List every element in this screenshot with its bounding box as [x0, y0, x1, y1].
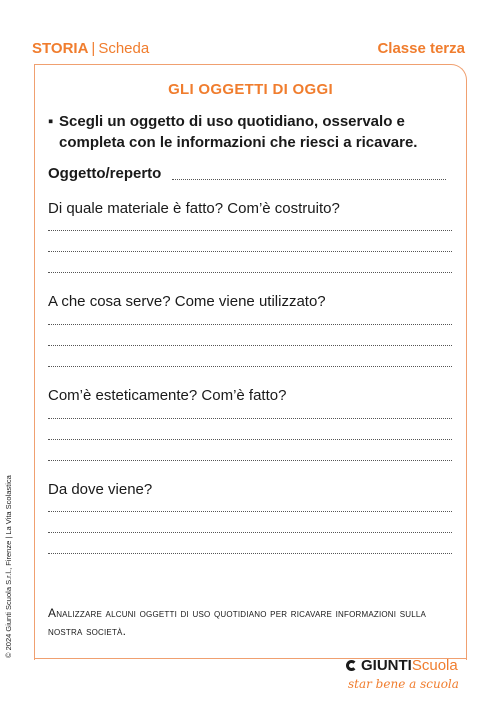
answer-line[interactable] [48, 251, 452, 252]
object-answer-line[interactable] [172, 179, 446, 180]
question-material: Di quale materiale è fatto? Com’è costruito? [48, 200, 340, 217]
question-origin: Da dove viene? [48, 481, 153, 498]
instruction-text: Scegli un oggetto di uso quotidiano, osservalo e completa con le informazioni che riesci a ricavare. [59, 113, 418, 151]
instruction [48, 111, 448, 153]
answer-line[interactable] [48, 511, 452, 512]
header-subject [32, 40, 149, 57]
logo-brand-accent: Scuola [411, 657, 458, 674]
worksheet-title: GLI OGGETTI DI OGGI [168, 81, 333, 98]
logo-brand [361, 657, 458, 674]
giunti-logo-icon [346, 660, 357, 671]
grade-label: Classe terza [377, 40, 465, 57]
question-usage: A che cosa serve? Come viene utilizzato? [48, 293, 326, 310]
logo-brand-main: GIUNTI [361, 657, 412, 674]
answer-line[interactable] [48, 366, 452, 367]
header-separator: | [91, 40, 96, 57]
answer-line[interactable] [48, 345, 452, 346]
answer-line[interactable] [48, 418, 452, 419]
publisher-logo [346, 657, 459, 697]
bullet-icon: ▪ [48, 113, 54, 130]
section-label: Scheda [98, 40, 150, 57]
copyright-notice: © 2024 Giunti Scuola S.r.l., Firenze | La Vita Scolastica [4, 475, 13, 658]
answer-line[interactable] [48, 553, 452, 554]
teacher-note: Analizzare alcuni oggetti di uso quotidiano per ricavare informazioni sulla nostra società. [48, 606, 427, 638]
answer-line[interactable] [48, 460, 452, 461]
question-aesthetics: Com’è esteticamente? Com’è fatto? [48, 387, 287, 404]
subject-label: STORIA [32, 40, 89, 57]
worksheet-frame [34, 64, 467, 660]
answer-line[interactable] [48, 230, 452, 231]
answer-line[interactable] [48, 532, 452, 533]
answer-line[interactable] [48, 324, 452, 325]
answer-line[interactable] [48, 272, 452, 273]
logo-tagline: star bene a scuola [348, 677, 459, 691]
frame-left-border [34, 64, 35, 660]
object-label: Oggetto/reperto [48, 165, 162, 182]
answer-line[interactable] [48, 439, 452, 440]
